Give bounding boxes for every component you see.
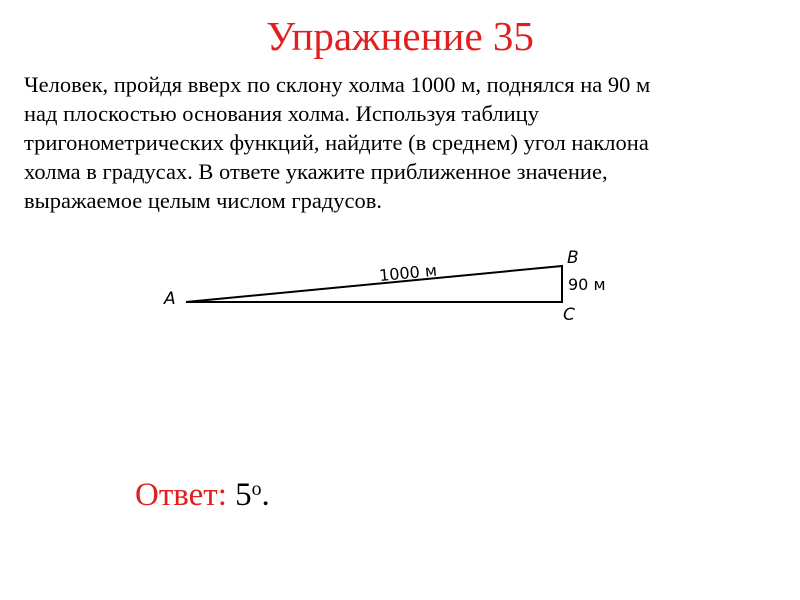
degree-mark: o bbox=[251, 478, 262, 501]
hypotenuse-label: 1000 м bbox=[378, 260, 438, 286]
problem-line: Человек, пройдя вверх по склону холма 1000 м, поднялся на 90 м bbox=[24, 72, 651, 97]
height-label: 90 м bbox=[568, 275, 606, 294]
answer-period: . bbox=[261, 477, 270, 513]
problem-line: выражаемое целым числом градусов. bbox=[24, 188, 383, 213]
right-triangle bbox=[186, 266, 562, 302]
vertex-b-label: B bbox=[567, 248, 579, 268]
problem-line: тригонометрических функций, найдите (в среднем) угол наклона bbox=[24, 130, 649, 155]
vertex-c-label: C bbox=[563, 305, 575, 325]
vertex-a-label: A bbox=[164, 289, 176, 309]
answer-label: Ответ: bbox=[135, 477, 227, 513]
answer-number: 5 bbox=[235, 477, 252, 513]
problem-line: над плоскостью основания холма. Используя таблицу bbox=[24, 101, 539, 126]
answer-value bbox=[235, 477, 270, 513]
answer bbox=[135, 474, 270, 516]
exercise-title: Упражнение 35 bbox=[266, 13, 534, 59]
problem-line: холма в градусах. В ответе укажите приближенное значение, bbox=[24, 159, 608, 184]
